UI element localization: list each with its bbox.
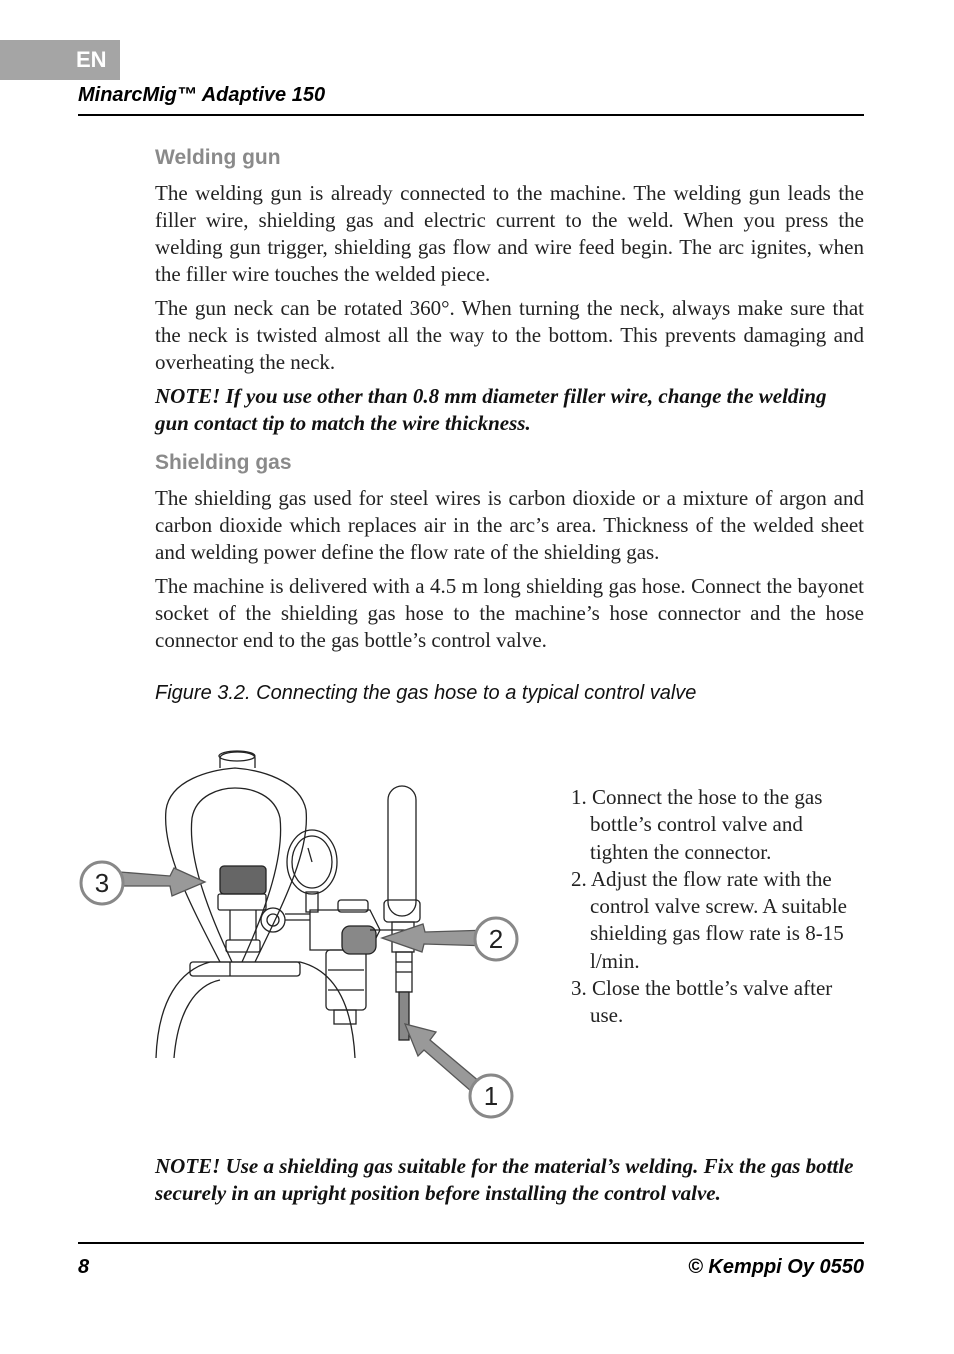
language-tab: EN	[0, 40, 120, 80]
figure-step-3: 3. Close the bottle’s valve after use.	[571, 976, 833, 1028]
callout-2	[475, 918, 517, 960]
svg-text:2: 2	[488, 924, 504, 954]
figure-steps-list	[571, 784, 861, 1030]
copyright-notice: © Kemppi Oy 0550	[688, 1256, 864, 1278]
figure-step-2: 2. Adjust the flow rate with the control valve screw. A suitable shielding gas flow rate is 8-15 l/min.	[571, 866, 847, 973]
header-rule	[78, 114, 864, 116]
callout-3	[81, 862, 123, 904]
section-heading-welding-gun: Welding gun	[155, 146, 281, 169]
callout-1	[470, 1075, 512, 1117]
page-number: 8	[78, 1256, 90, 1278]
document-title: MinarcMig™ Adaptive 150	[78, 84, 326, 106]
welding-gun-note: NOTE! If you use other than 0.8 mm diameter filler wire, change the welding gun contact tip to match the wire thickness.	[155, 384, 827, 435]
shielding-gas-note: NOTE! Use a shielding gas suitable for the material’s welding. Fix the gas bottle securely in an upright position before installing the control valve.	[155, 1154, 854, 1205]
svg-text:3: 3	[94, 868, 110, 898]
gas-valve-illustration	[70, 740, 540, 1135]
svg-text:1: 1	[483, 1081, 499, 1111]
welding-gun-paragraph-2: The gun neck can be rotated 360°. When turning the neck, always make sure that the neck is twisted almost all the way to the bottom. This prevents damaging and overheating the neck.	[155, 296, 864, 374]
welding-gun-paragraph-1: The welding gun is already connected to the machine. The welding gun leads the filler wire, shielding gas and electric current to the weld. When you press the welding gun trigger, shielding gas flow and wire feed begin. The arc ignites, when the filler wire touches the welded piece.	[155, 181, 864, 286]
figure-caption: Figure 3.2. Connecting the gas hose to a typical control valve	[155, 682, 697, 704]
footer-rule	[78, 1242, 864, 1244]
section-heading-shielding-gas: Shielding gas	[155, 451, 292, 474]
shielding-gas-paragraph-2: The machine is delivered with a 4.5 m long shielding gas hose. Connect the bayonet socket of the shielding gas hose to the machine’s hose connector and the hose connector end to the gas bottle’s control valve.	[155, 574, 864, 652]
figure-step-1: 1. Connect the hose to the gas bottle’s control valve and tighten the connector.	[571, 785, 823, 864]
shielding-gas-paragraph-1: The shielding gas used for steel wires is carbon dioxide or a mixture of argon and carbon dioxide which replaces air in the arc’s area. Thickness of the welded sheet and welding power define the flow rate of the shielding gas.	[155, 486, 864, 564]
main-content	[155, 145, 864, 661]
